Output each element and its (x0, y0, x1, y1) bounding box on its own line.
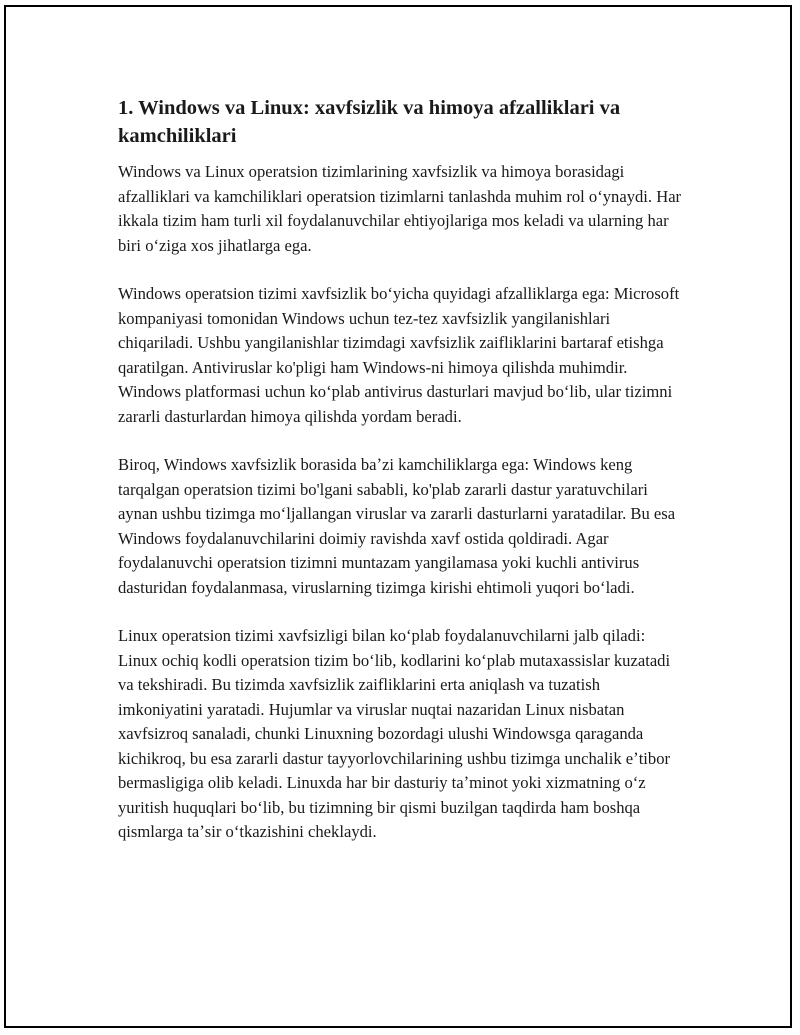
paragraph-linux-security: Linux operatsion tizimi xavfsizligi bilan koʻplab foydalanuvchilarni jalb qiladi: Linux ochiq kodli operatsion tizim boʻlib, kodlarini koʻplab mutaxassislar kuzatadi va tekshiradi. Bu tizimda xavfsizlik zaifliklarini erta aniqlash va tuzatish imkoniyatini yaratadi. Hujumlar va viruslar nuqtai nazaridan Linux nisbatan xavfsizroq sanaladi, chunki Linuxning bozordagi ulushi Windowsga qaraganda kichikroq, bu esa zararli dastur tayyorlovchilarining ushbu tizimga unchalik eʼtibor bermasligiga olib keladi. Linuxda har bir dasturiy taʼminot yoki xizmatning oʻz yuritish huquqlari boʻlib, bu tizimning bir qismi buzilgan taqdirda ham boshqa qismlarga taʼsir oʻtkazishini cheklaydi. (118, 626, 671, 841)
paragraph-intro: Windows va Linux operatsion tizimlarining xavfsizlik va himoya borasidagi afzalliklari va kamchiliklari operatsion tizimlarni tanlashda muhim rol oʻynaydi. Har ikkala tizim ham turli xil foydalanuvchilar ehtiyojlariga mos keladi va ularning har biri oʻziga xos jihatlarga ega. (118, 162, 682, 255)
section-heading: 1. Windows va Linux: xavfsizlik va himoya afzalliklari va kamchiliklari (118, 97, 621, 147)
document-body (118, 94, 688, 869)
paragraph-windows-disadvantages: Biroq, Windows xavfsizlik borasida baʼzi kamchiliklarga ega: Windows keng tarqalgan operatsion tizimi bo'lgani sababli, ko'plab zararli dastur yaratuvchilari aynan ushbu tizimga moʻljallangan viruslar va zararli dasturlarni yaratadilar. Bu esa Windows foydalanuvchilarini doimiy ravishda xavf ostida qoldiradi. Agar foydalanuvchi operatsion tizimni muntazam yangilamasa yoki kuchli antivirus dasturidan foydalanmasa, viruslarning tizimga kirishi ehtimoli yuqori boʻladi. (118, 455, 676, 597)
paragraph-windows-advantages: Windows operatsion tizimi xavfsizlik boʻyicha quyidagi afzalliklarga ega: Microsoft kompaniyasi tomonidan Windows uchun tez-tez xavfsizlik yangilanishlari chiqariladi. Ushbu yangilanishlar tizimdagi xavfsizlik zaifliklarini bartaraf etishga qaratilgan. Antiviruslar ko'pligi ham Windows-ni himoya qilishda muhimdir. Windows platformasi uchun koʻplab antivirus dasturlari mavjud boʻlib, ular tizimni zararli dasturlardan himoya qilishda yordam beradi. (118, 284, 680, 426)
